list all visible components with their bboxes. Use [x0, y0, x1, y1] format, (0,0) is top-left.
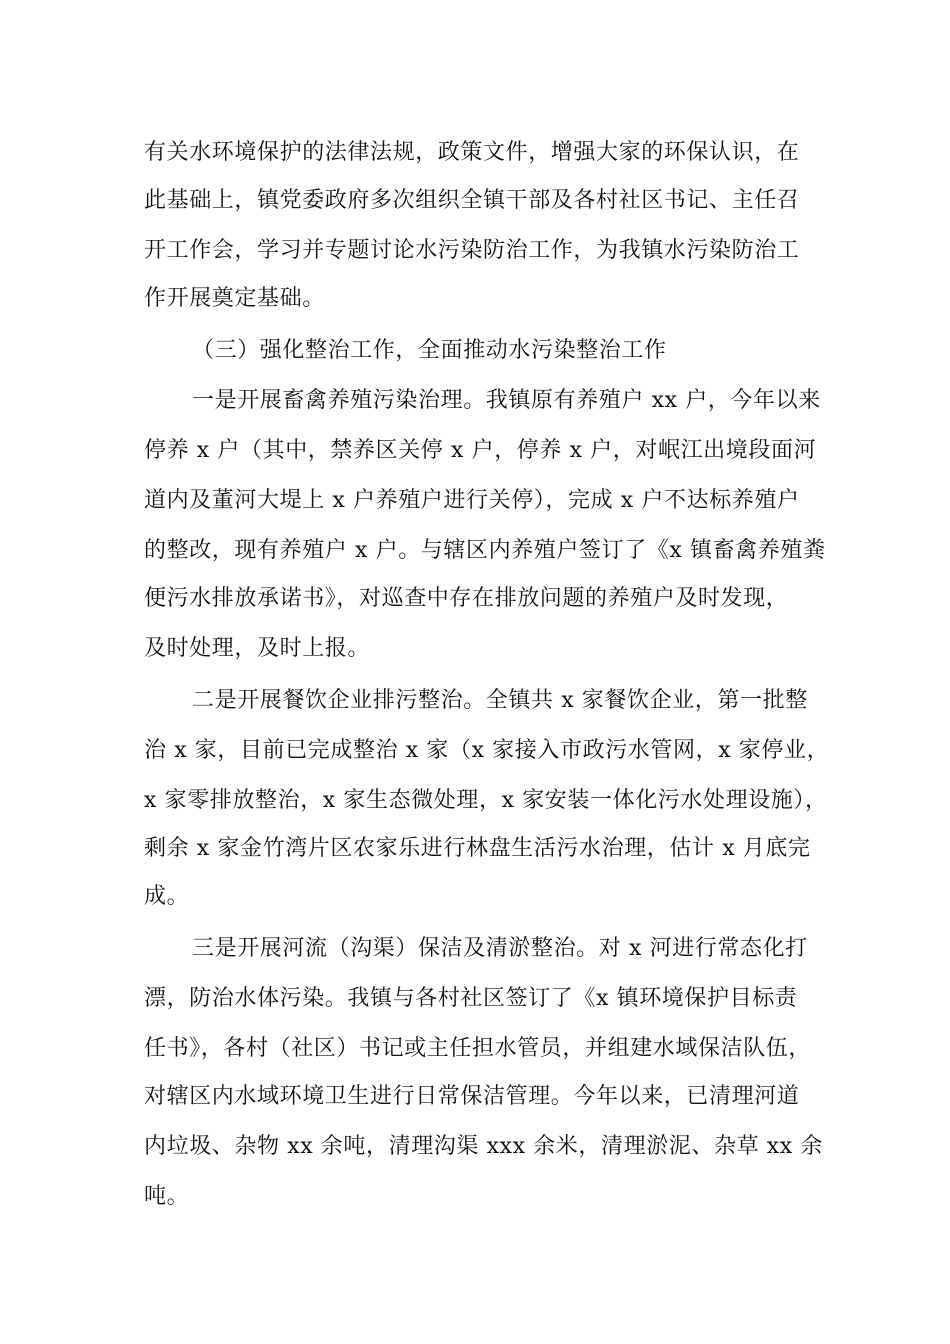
- paragraph-line: 开工作会，学习并专题讨论水污染防治工作，为我镇水污染防治工: [144, 238, 800, 263]
- paragraph-line: 对辖区内水域环境卫生进行日常保洁管理。今年以来，已清理河道: [144, 1084, 800, 1109]
- paragraph-line: 漂，防治水体污染。我镇与各村社区签订了《x 镇环境保护目标责: [144, 986, 798, 1011]
- paragraph-line: 成。: [144, 884, 190, 909]
- paragraph-line: x 家零排放整治，x 家生态微处理，x 家安装一体化污水处理设施），: [144, 788, 828, 813]
- paragraph-line: 任书》，各村（社区）书记或主任担水管员，并组建水域保洁队伍，: [144, 1036, 812, 1061]
- paragraph-line: 的整改，现有养殖户 x 户。与辖区内养殖户签订了《x 镇畜禽养殖粪: [144, 538, 826, 563]
- paragraph-line: 剩余 x 家金竹湾片区农家乐进行林盘生活污水治理，估计 x 月底完: [144, 836, 811, 861]
- paragraph-line: 道内及董河大堤上 x 户养殖户进行关停），完成 x 户不达标养殖户: [144, 488, 800, 513]
- paragraph-line: 吨。: [144, 1184, 190, 1209]
- paragraph-line: 便污水排放承诺书》，对巡查中存在排放问题的养殖户及时发现，: [144, 586, 789, 611]
- paragraph-line: 及时处理，及时上报。: [144, 636, 371, 661]
- paragraph-line: 内垃圾、杂物 xx 余吨，清理沟渠 xxx 余米，清理淤泥、杂草 xx 余: [144, 1134, 824, 1159]
- paragraph-line: 三是开展河流（沟渠）保洁及清淤整治。对 x 河进行常态化打: [192, 936, 808, 961]
- paragraph-line: 二是开展餐饮企业排污整治。全镇共 x 家餐饮企业，第一批整: [192, 688, 808, 713]
- paragraph-line: 停养 x 户（其中，禁养区关停 x 户，停养 x 户，对岷江出境段面河: [144, 438, 817, 463]
- section-heading: （三）强化整治工作，全面推动水污染整治工作: [192, 338, 667, 363]
- paragraph-line: 治 x 家，目前已完成整治 x 家（x 家接入市政污水管网，x 家停业，: [144, 738, 830, 763]
- paragraph-line: 此基础上，镇党委政府多次组织全镇干部及各村社区书记、主任召: [144, 188, 800, 213]
- paragraph-line: 作开展奠定基础。: [144, 286, 325, 311]
- paragraph-line: 有关水环境保护的法律法规，政策文件，增强大家的环保认识，在: [144, 140, 800, 165]
- paragraph-line: 一是开展畜禽养殖污染治理。我镇原有养殖户 xx 户，今年以来: [192, 388, 821, 413]
